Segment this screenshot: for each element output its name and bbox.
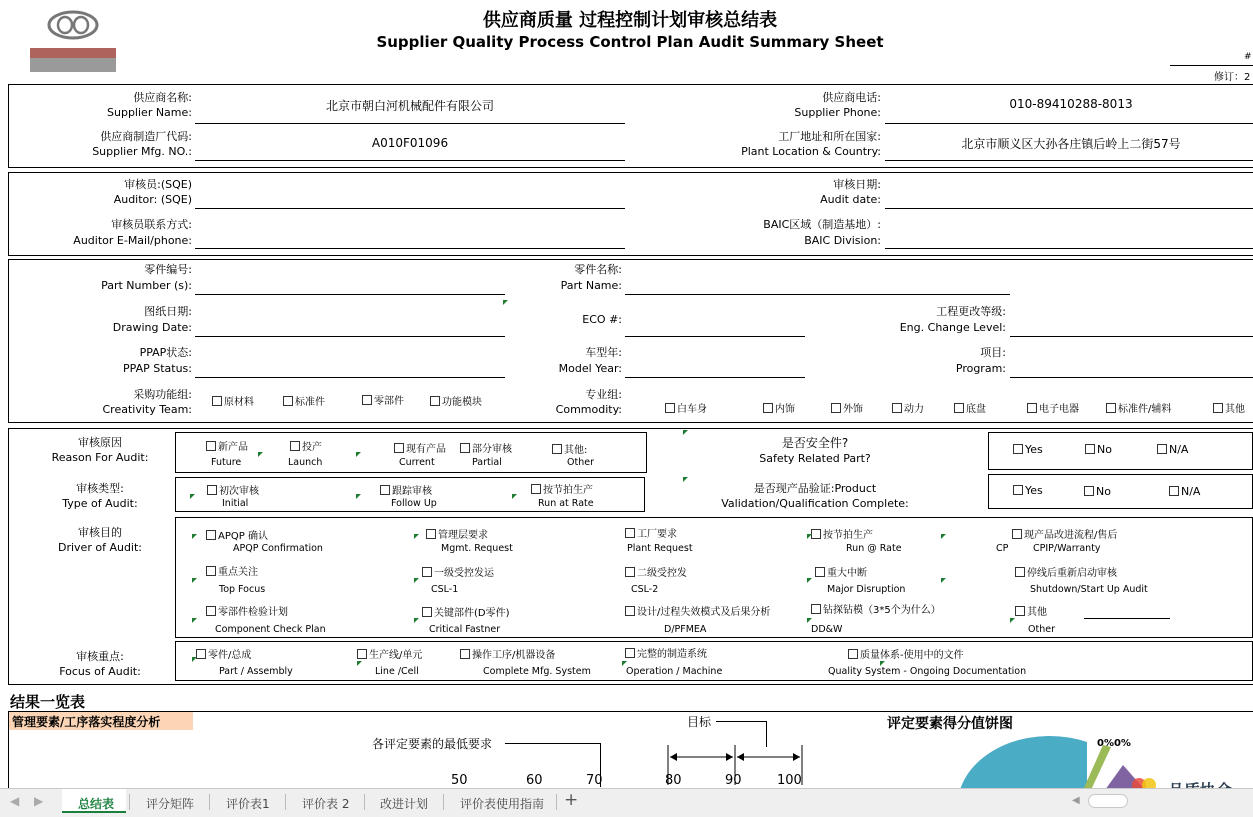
reason-opt-partial[interactable]: 部分审核 xyxy=(460,440,512,455)
drawing-date-field[interactable] xyxy=(195,336,505,337)
checkbox[interactable] xyxy=(196,649,206,659)
part-number-cn: 零件编号: xyxy=(144,263,192,276)
auditor-contact-en: Auditor E-Mail/phone: xyxy=(73,234,192,247)
focus-opt-quality-en: Quality System - Ongoing Documentation xyxy=(828,666,1027,677)
checkbox[interactable] xyxy=(422,607,432,617)
checkbox[interactable] xyxy=(206,530,216,540)
commodity-cn: 专业组: xyxy=(585,388,622,401)
tab-eval-guide[interactable]: 评价表使用指南 xyxy=(460,797,545,811)
validation-no[interactable]: No xyxy=(1084,485,1111,498)
validation-cn: 是否现产品验证:Product xyxy=(753,482,877,495)
driver-opt-cpip-en: CPIP/Warranty xyxy=(1033,543,1101,554)
results-heading: 结果一览表 xyxy=(10,693,86,711)
tab-eval-2[interactable]: 评价表 2 xyxy=(302,797,350,811)
eco-field[interactable] xyxy=(625,336,805,337)
driver-opt-ddw-en: DD&W xyxy=(811,624,843,635)
driver-opt-pfmea[interactable]: 设计/过程失效模式及后果分析 xyxy=(625,603,770,618)
commodity-opt-exterior[interactable]: 外饰 xyxy=(831,400,863,415)
checkbox[interactable] xyxy=(552,444,562,454)
supplier-name-en: Supplier Name: xyxy=(107,106,192,119)
checkbox[interactable] xyxy=(206,606,216,616)
supplier-phone-cn: 供应商电话: xyxy=(822,91,881,104)
tab-prev-icon[interactable]: ◀ xyxy=(10,794,20,808)
plant-location-cn: 工厂地址和所在国家: xyxy=(778,130,881,143)
validation-en: Validation/Qualification Complete: xyxy=(721,497,909,510)
checkbox[interactable] xyxy=(460,649,470,659)
supplier-mfg-cn: 供应商制造厂代码: xyxy=(100,130,192,143)
focus-opt-part-en: Part / Assembly xyxy=(219,666,293,677)
validation-yes[interactable]: Yes xyxy=(1013,484,1043,497)
scroll-left-icon[interactable]: ◀ xyxy=(1072,795,1080,806)
audit-date-cn: 审核日期: xyxy=(833,178,881,191)
safety-cn: 是否安全件? xyxy=(781,436,849,450)
creativity-team-cn: 采购功能组: xyxy=(133,388,192,401)
focus-en: Focus of Audit: xyxy=(59,665,141,678)
baic-division-cn: BAIC区域（制造基地）: xyxy=(763,218,881,231)
model-year-field[interactable] xyxy=(625,377,805,378)
driver-opt-major[interactable]: 重大中断 xyxy=(815,564,867,579)
reason-en: Reason For Audit: xyxy=(51,451,149,464)
focus-opt-opmachine-en: Complete Mfg. System xyxy=(483,666,591,677)
driver-opt-shutdown[interactable]: 停线后重新启动审核 xyxy=(1015,564,1117,579)
reason-opt-future-en: Future xyxy=(211,457,242,468)
driver-opt-major-en: Major Disruption xyxy=(827,584,906,595)
creativity-opt-standard[interactable]: 标准件 xyxy=(283,393,325,408)
tab-summary[interactable]: 总结表 xyxy=(78,797,115,811)
target-label: 目标 xyxy=(687,715,712,729)
checkbox[interactable] xyxy=(212,396,222,406)
driver-cn: 审核目的 xyxy=(78,526,122,539)
program-cn: 项目: xyxy=(980,346,1006,359)
pie-percent-label: 0%0% xyxy=(1097,738,1131,749)
checkbox[interactable] xyxy=(422,567,432,577)
rev-mark: # xyxy=(1244,52,1252,62)
supplier-name-value[interactable]: 北京市朝白河机械配件有限公司 xyxy=(325,99,494,113)
checkbox[interactable] xyxy=(1169,486,1179,496)
type-opt-followup[interactable]: 跟踪审核 xyxy=(380,482,432,497)
focus-opt-part[interactable]: 零件/总成 xyxy=(196,646,251,661)
audit-date-field[interactable] xyxy=(885,208,1253,209)
commodity-opt-power[interactable]: 动力 xyxy=(892,400,924,415)
driver-opt-checkplan-en: Component Check Plan xyxy=(215,624,326,635)
scale-80: 80 xyxy=(665,773,682,788)
driver-en: Driver of Audit: xyxy=(58,541,142,554)
supplier-mfg-value[interactable]: A010F01096 xyxy=(371,136,449,150)
pie-slice-green xyxy=(1083,745,1111,790)
driver-opt-apqp-en: APQP Confirmation xyxy=(233,543,323,554)
reason-opt-launch-en: Launch xyxy=(288,457,323,468)
part-section xyxy=(8,259,1253,423)
drawing-date-cn: 图纸日期: xyxy=(144,305,192,318)
focus-opt-mfgsystem[interactable]: 完整的制造系统 xyxy=(625,645,707,660)
driver-other-field[interactable] xyxy=(1084,618,1170,619)
checkbox[interactable] xyxy=(1012,529,1022,539)
ppap-status-cn: PPAP状态: xyxy=(139,346,192,359)
tab-eval-1[interactable]: 评价表1 xyxy=(226,797,270,811)
type-opt-initial[interactable]: 初次审核 xyxy=(207,482,259,497)
focus-opt-line-en: Line /Cell xyxy=(375,666,419,677)
checkbox[interactable] xyxy=(1013,485,1023,495)
checkbox[interactable] xyxy=(290,441,300,451)
reason-opt-launch[interactable]: 投产 xyxy=(290,438,322,453)
title-cn: 供应商质量 过程控制计划审核总结表 xyxy=(482,10,778,31)
checkbox[interactable] xyxy=(848,649,858,659)
reason-opt-partial-en: Partial xyxy=(472,457,502,468)
reason-opt-other-en: Other xyxy=(567,457,594,468)
creativity-opt-component[interactable]: 零部件 xyxy=(362,392,404,407)
checkbox[interactable] xyxy=(531,484,541,494)
checkbox[interactable] xyxy=(206,441,216,451)
audit-date-en: Audit date: xyxy=(820,193,881,206)
baic-division-field[interactable] xyxy=(885,248,1253,249)
creativity-opt-module[interactable]: 功能模块 xyxy=(430,393,482,408)
type-cn: 审核类型: xyxy=(76,482,124,495)
checkbox[interactable] xyxy=(430,396,440,406)
checkbox[interactable] xyxy=(357,649,367,659)
checkbox[interactable] xyxy=(625,567,635,577)
driver-opt-shutdown-en: Shutdown/Start Up Audit xyxy=(1030,584,1148,595)
driver-opt-pfmea-en: D/PFMEA xyxy=(664,624,707,635)
creativity-opt-raw[interactable]: 原材料 xyxy=(212,393,254,408)
driver-opt-topfocus-en: Top Focus xyxy=(219,584,266,595)
focus-opt-mfgsystem-en: Operation / Machine xyxy=(626,666,723,677)
auditor-section xyxy=(8,172,1253,256)
eng-change-field[interactable] xyxy=(1010,336,1253,337)
checkbox[interactable] xyxy=(1084,486,1094,496)
creativity-team-en: Creativity Team: xyxy=(102,403,192,416)
checkbox[interactable] xyxy=(460,443,470,453)
commodity-opt-interior[interactable]: 内饰 xyxy=(763,400,795,415)
validation-na[interactable]: N/A xyxy=(1169,485,1200,498)
checkbox[interactable] xyxy=(207,485,217,495)
scale-50: 50 xyxy=(451,773,468,788)
scale-100: 100 xyxy=(777,773,802,788)
plant-location-en: Plant Location & Country: xyxy=(741,145,881,158)
checkbox[interactable] xyxy=(1015,567,1025,577)
driver-opt-checkplan[interactable]: 零部件检验计划 xyxy=(206,603,288,618)
part-name-en: Part Name: xyxy=(560,279,622,292)
scale-70: 70 xyxy=(586,773,603,788)
supplier-phone-en: Supplier Phone: xyxy=(794,106,881,119)
reason-opt-current[interactable]: 现有产品 xyxy=(394,440,446,455)
commodity-opt-biw[interactable]: 白车身 xyxy=(665,400,707,415)
part-number-en: Part Number (s): xyxy=(101,279,192,292)
focus-cn: 审核重点: xyxy=(76,650,124,663)
program-en: Program: xyxy=(955,362,1006,375)
driver-opt-other[interactable]: 其他 xyxy=(1015,603,1047,618)
type-en: Type of Audit: xyxy=(62,497,138,510)
auditor-contact-cn: 审核员联系方式: xyxy=(111,218,192,231)
driver-opt-csl2-en: CSL-2 xyxy=(631,584,659,595)
checkbox[interactable] xyxy=(394,443,404,453)
auditor-cn: 审核员:(SQE) xyxy=(124,178,192,191)
driver-opt-mgmt[interactable]: 管理层要求 xyxy=(426,526,488,541)
supplier-name-cn: 供应商名称: xyxy=(133,91,192,104)
driver-opt-csl2[interactable]: 二级受控发 xyxy=(625,564,687,579)
driver-opt-runrate-en: Run @ Rate xyxy=(846,543,902,554)
driver-opt-ddw[interactable]: 钻探钻模（3*5个为什么） xyxy=(811,601,941,616)
checkbox[interactable] xyxy=(763,403,773,413)
reason-opt-future[interactable]: 新产品 xyxy=(206,438,248,453)
checkbox[interactable] xyxy=(954,403,964,413)
driver-opt-other-en: Other xyxy=(1028,624,1055,635)
type-opt-runrate[interactable]: 按节拍生产 xyxy=(531,481,593,496)
part-name-cn: 零件名称: xyxy=(574,263,622,276)
scale-90: 90 xyxy=(725,773,742,788)
reason-opt-current-en: Current xyxy=(399,457,435,468)
ppap-status-field[interactable] xyxy=(195,377,505,378)
pie-slice-main xyxy=(960,736,1087,790)
drawing-date-en: Drawing Date: xyxy=(112,321,192,334)
driver-opt-csl1-en: CSL-1 xyxy=(431,584,459,595)
mgmt-analysis-label: 管理要素/工序落实程度分析 xyxy=(9,712,193,730)
auditor-en: Auditor: (SQE) xyxy=(113,193,192,206)
model-year-cn: 车型年: xyxy=(585,346,622,359)
checkbox[interactable] xyxy=(426,529,436,539)
safety-no[interactable]: No xyxy=(1085,443,1112,456)
checkbox[interactable] xyxy=(1027,403,1037,413)
baic-logo xyxy=(30,8,116,72)
checkbox[interactable] xyxy=(811,529,821,539)
commodity-en: Commodity: xyxy=(555,403,622,416)
commodity-opt-other[interactable]: 其他 xyxy=(1213,400,1245,415)
checkbox[interactable] xyxy=(1085,444,1095,454)
ppap-status-en: PPAP Status: xyxy=(123,362,192,375)
type-opt-followup-en: Follow Up xyxy=(391,498,437,509)
checkbox[interactable] xyxy=(625,606,635,616)
checkbox[interactable] xyxy=(380,485,390,495)
pie-chart-title: 评定要素得分值饼图 xyxy=(887,716,1013,732)
checkbox[interactable] xyxy=(283,396,293,406)
cp-label: CP xyxy=(996,543,1009,554)
checkbox[interactable] xyxy=(1157,444,1167,454)
eco-label: ECO #: xyxy=(582,313,622,326)
commodity-opt-electrical[interactable]: 电子电器 xyxy=(1027,400,1079,415)
checkbox[interactable] xyxy=(625,528,635,538)
checkbox[interactable] xyxy=(1213,403,1223,413)
baic-division-en: BAIC Division: xyxy=(804,234,881,247)
horizontal-scrollbar[interactable] xyxy=(1088,794,1128,808)
checkbox[interactable] xyxy=(831,403,841,413)
type-opt-runrate-en: Run at Rate xyxy=(538,498,594,509)
driver-opt-cpip[interactable]: 现产品改进流程/售后 xyxy=(1012,526,1117,541)
rev-label: 修订：2 xyxy=(1214,72,1251,83)
auditor-contact-field[interactable] xyxy=(195,248,625,249)
safety-na[interactable]: N/A xyxy=(1157,443,1188,456)
part-name-field[interactable] xyxy=(625,294,1010,295)
focus-opt-quality[interactable]: 质量体系-使用中的文件 xyxy=(848,646,964,661)
safety-en: Safety Related Part? xyxy=(759,452,871,465)
title-en: Supplier Quality Process Control Plan Audit Summary Sheet xyxy=(376,33,884,51)
checkbox[interactable] xyxy=(892,403,902,413)
part-number-field[interactable] xyxy=(195,294,505,295)
driver-opt-critical-en: Critical Fastner xyxy=(429,624,501,635)
supplier-mfg-en: Supplier Mfg. NO.: xyxy=(92,145,192,158)
checkbox[interactable] xyxy=(206,566,216,576)
commodity-opt-fasteners[interactable]: 标准件/辅料 xyxy=(1106,400,1171,415)
scale-60: 60 xyxy=(526,773,543,788)
driver-opt-apqp[interactable]: APQP 确认 xyxy=(206,527,268,542)
eng-change-cn: 工程更改等级: xyxy=(936,305,1006,318)
plant-location-value[interactable]: 北京市顺义区大孙各庄镇后岭上二街57号 xyxy=(961,137,1181,151)
model-year-en: Model Year: xyxy=(558,362,622,375)
safety-yes[interactable]: Yes xyxy=(1013,443,1043,456)
reason-opt-other[interactable]: 其他: xyxy=(552,441,587,456)
checkbox[interactable] xyxy=(815,567,825,577)
eng-change-en: Eng. Change Level: xyxy=(899,321,1006,334)
checkbox[interactable] xyxy=(1013,444,1023,454)
rev-line xyxy=(1170,65,1253,66)
supplier-phone-value[interactable]: 010-89410288-8013 xyxy=(1009,97,1133,111)
program-field[interactable] xyxy=(1010,377,1253,378)
checkbox[interactable] xyxy=(811,604,821,614)
checkbox[interactable] xyxy=(1106,403,1116,413)
driver-opt-csl1[interactable]: 一级受控发运 xyxy=(422,564,494,579)
type-opt-initial-en: Initial xyxy=(222,498,249,509)
auditor-field[interactable] xyxy=(195,208,625,209)
add-sheet-icon[interactable]: + xyxy=(564,790,579,810)
driver-opt-plant[interactable]: 工厂要求 xyxy=(625,525,677,540)
driver-opt-runrate[interactable]: 按节拍生产 xyxy=(811,526,873,541)
min-requirement-label: 各评定要素的最低要求 xyxy=(372,737,493,751)
driver-opt-plant-en: Plant Request xyxy=(627,543,693,554)
tab-next-icon[interactable]: ▶ xyxy=(34,794,44,808)
driver-opt-mgmt-en: Mgmt. Request xyxy=(441,543,513,554)
checkbox[interactable] xyxy=(362,395,372,405)
tab-score-matrix[interactable]: 评分矩阵 xyxy=(146,797,195,811)
checkbox[interactable] xyxy=(665,403,675,413)
commodity-opt-chassis[interactable]: 底盘 xyxy=(954,400,986,415)
driver-opt-topfocus[interactable]: 重点关注 xyxy=(206,563,258,578)
checkbox[interactable] xyxy=(1015,606,1025,616)
reason-cn: 审核原因 xyxy=(78,436,122,449)
focus-opt-opmachine[interactable]: 操作工序/机器设备 xyxy=(460,646,555,661)
focus-opt-line[interactable]: 生产线/单元 xyxy=(357,646,422,661)
checkbox[interactable] xyxy=(625,648,635,658)
tab-improvement-plan[interactable]: 改进计划 xyxy=(380,797,429,811)
driver-opt-critical[interactable]: 关键部件(D零件) xyxy=(422,604,510,619)
